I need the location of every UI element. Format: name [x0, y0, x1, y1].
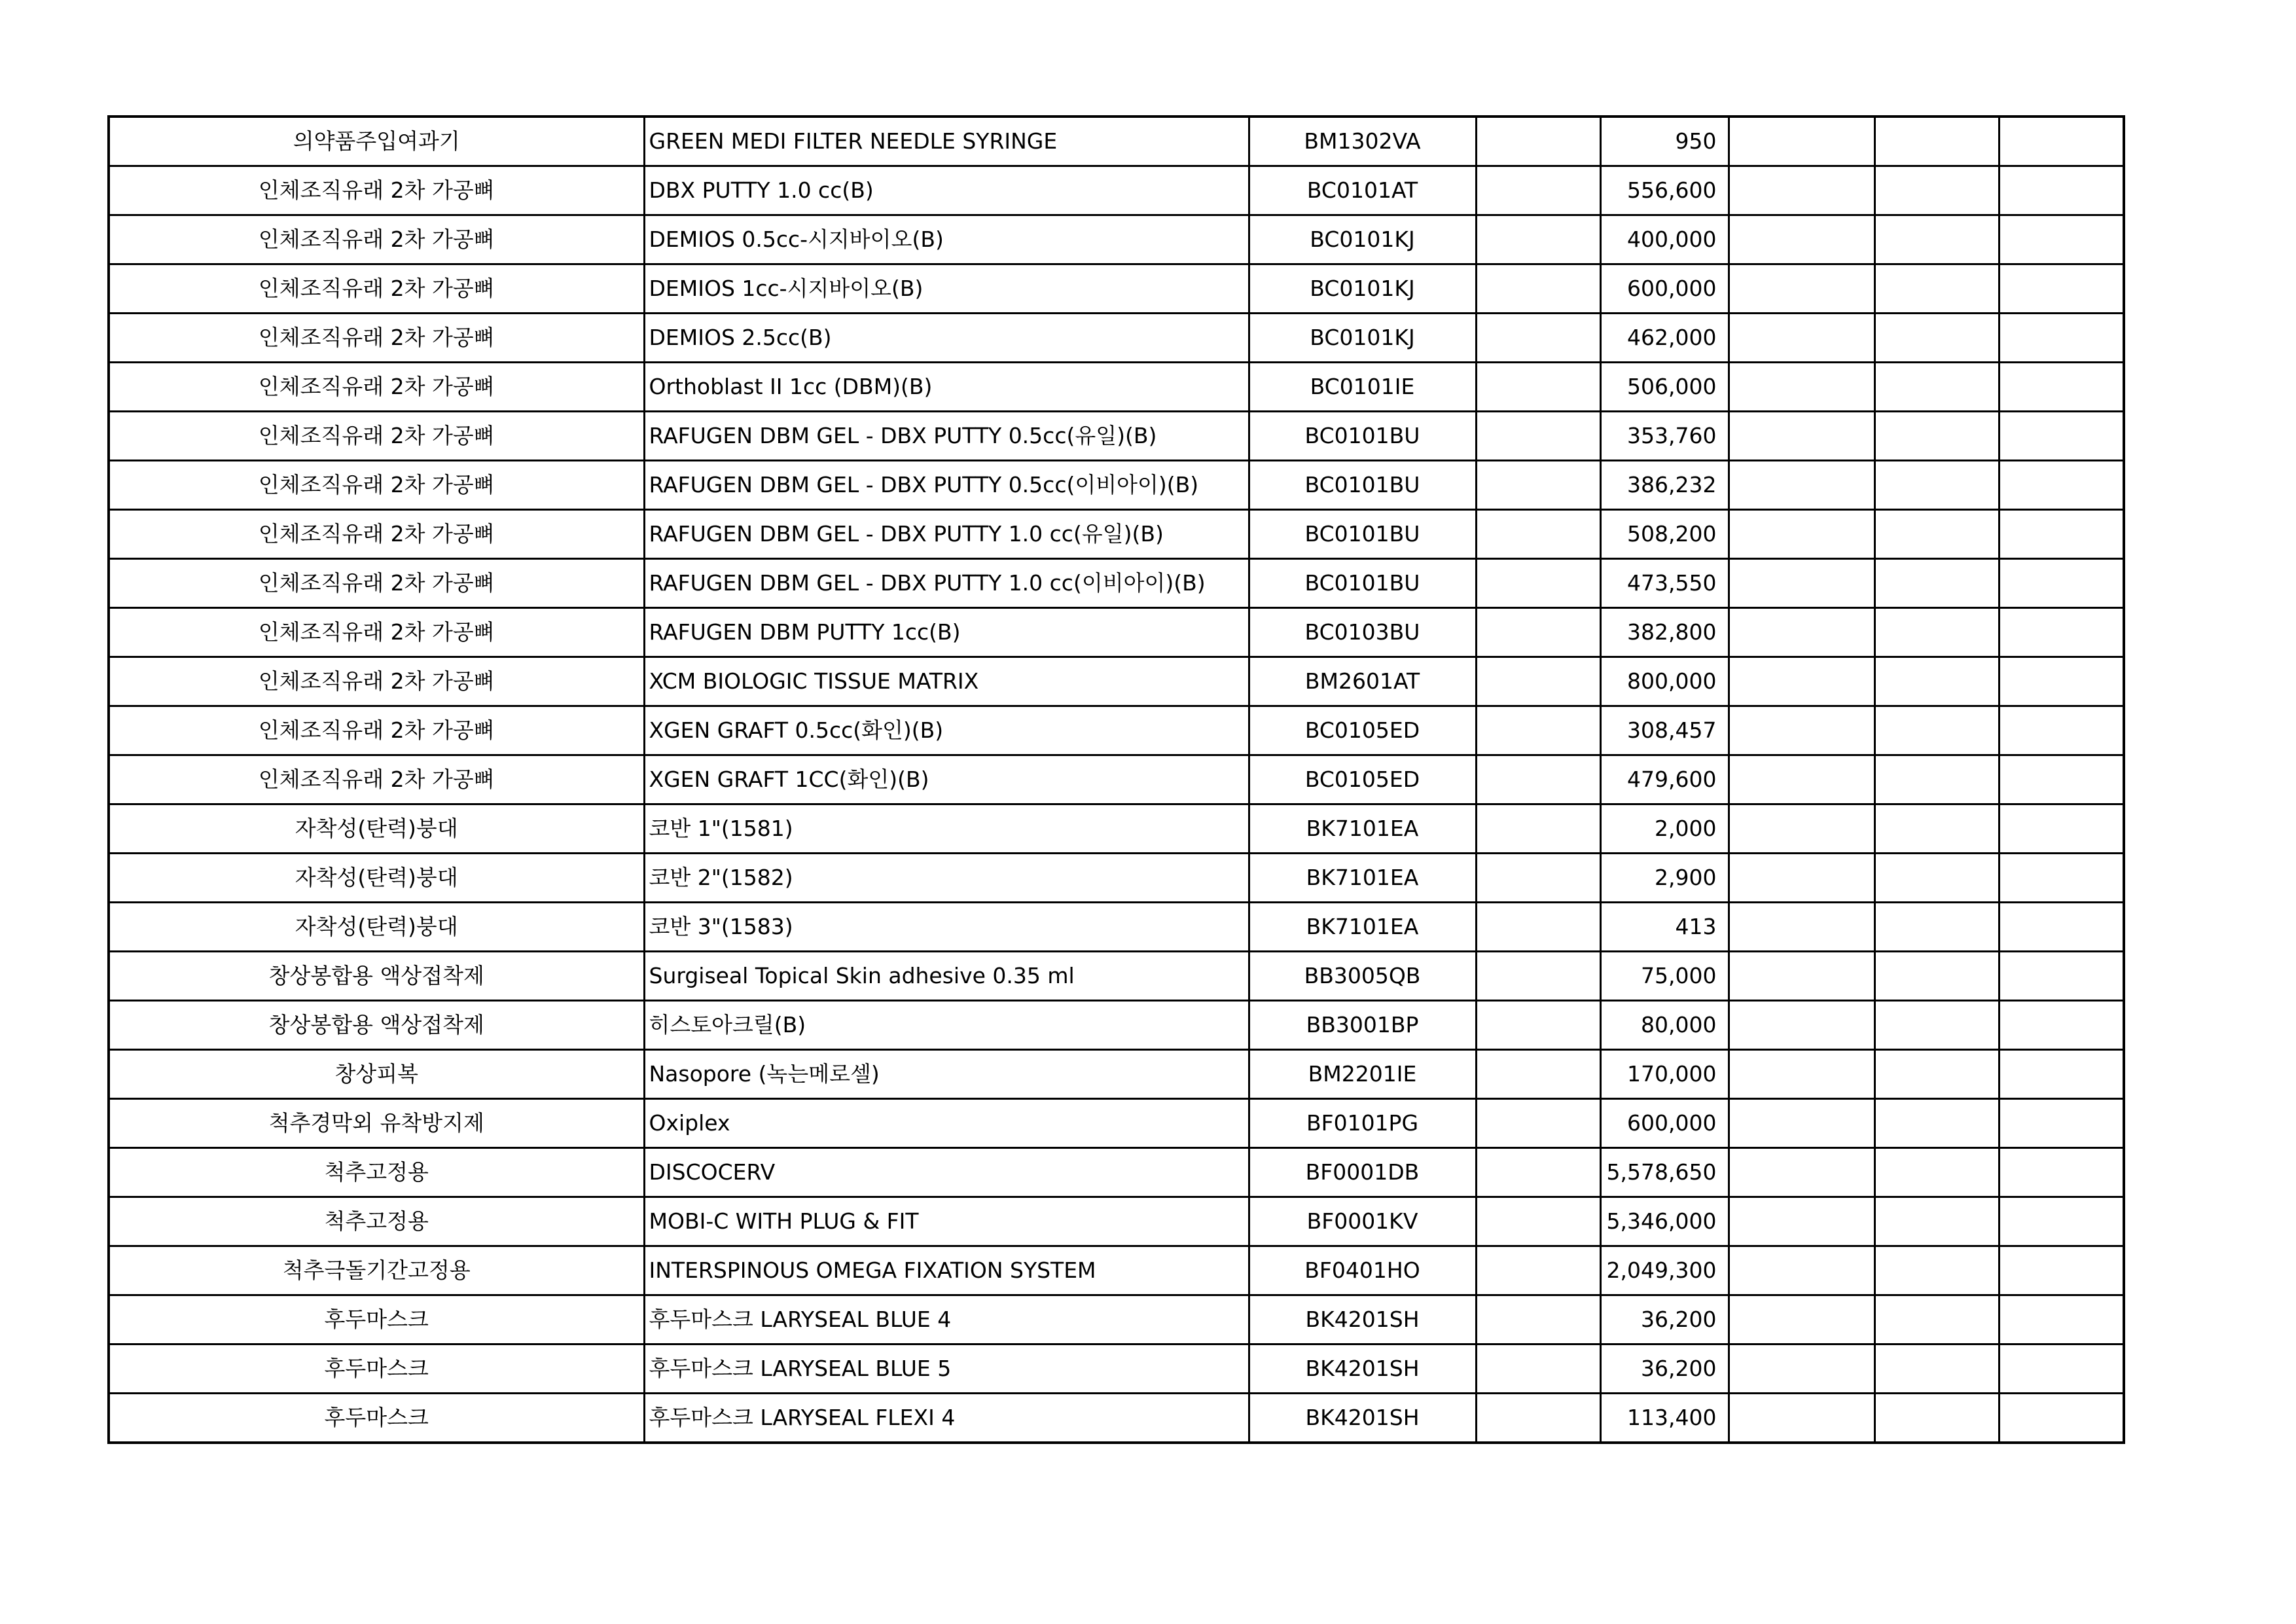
empty-cell [1476, 706, 1600, 755]
empty-cell [1729, 117, 1875, 166]
table-row [109, 608, 2124, 657]
product-name-cell: 후두마스크 LARYSEAL BLUE 4 [644, 1295, 1249, 1344]
empty-cell [1875, 363, 2000, 412]
empty-cell [2000, 117, 2124, 166]
empty-cell [1476, 1197, 1600, 1246]
table-row [109, 461, 2124, 510]
table-row [109, 1344, 2124, 1394]
empty-cell [1729, 166, 1875, 215]
empty-cell [1476, 952, 1600, 1001]
category-cell: 척추고정용 [109, 1197, 644, 1246]
price-cell: 2,900 [1600, 854, 1729, 903]
table-row [109, 1295, 2124, 1344]
table-row [109, 559, 2124, 608]
product-name-cell: INTERSPINOUS OMEGA FIXATION SYSTEM [644, 1246, 1249, 1295]
category-cell: 인체조직유래 2차 가공뼈 [109, 166, 644, 215]
empty-cell [1476, 510, 1600, 559]
product-name-cell: 히스토아크릴(B) [644, 1001, 1249, 1050]
empty-cell [1875, 1344, 2000, 1394]
category-cell: 인체조직유래 2차 가공뼈 [109, 264, 644, 314]
empty-cell [1476, 461, 1600, 510]
table-row [109, 1050, 2124, 1099]
table-row [109, 117, 2124, 166]
empty-cell [2000, 608, 2124, 657]
category-cell: 인체조직유래 2차 가공뼈 [109, 657, 644, 706]
empty-cell [2000, 215, 2124, 264]
empty-cell [1476, 1099, 1600, 1148]
price-cell: 36,200 [1600, 1344, 1729, 1394]
product-code-cell: BC0101BU [1249, 559, 1476, 608]
table-row [109, 1197, 2124, 1246]
price-cell: 5,346,000 [1600, 1197, 1729, 1246]
table-body [109, 117, 2124, 1443]
empty-cell [1875, 854, 2000, 903]
empty-cell [2000, 1394, 2124, 1443]
empty-cell [1476, 559, 1600, 608]
product-code-cell: BK7101EA [1249, 804, 1476, 854]
price-cell: 170,000 [1600, 1050, 1729, 1099]
empty-cell [1875, 903, 2000, 952]
product-code-cell: BK4201SH [1249, 1295, 1476, 1344]
empty-cell [1875, 706, 2000, 755]
empty-cell [1729, 903, 1875, 952]
empty-cell [1476, 264, 1600, 314]
empty-cell [1729, 1246, 1875, 1295]
product-name-cell: RAFUGEN DBM PUTTY 1cc(B) [644, 608, 1249, 657]
category-cell: 척추고정용 [109, 1148, 644, 1197]
price-cell: 473,550 [1600, 559, 1729, 608]
product-code-cell: BM1302VA [1249, 117, 1476, 166]
product-name-cell: XGEN GRAFT 1CC(화인)(B) [644, 755, 1249, 804]
category-cell: 후두마스크 [109, 1344, 644, 1394]
empty-cell [1875, 1246, 2000, 1295]
product-name-cell: 코반 2"(1582) [644, 854, 1249, 903]
empty-cell [2000, 1246, 2124, 1295]
product-code-cell: BC0101BU [1249, 412, 1476, 461]
price-cell: 353,760 [1600, 412, 1729, 461]
product-code-cell: BK7101EA [1249, 903, 1476, 952]
empty-cell [1875, 1099, 2000, 1148]
empty-cell [2000, 1197, 2124, 1246]
empty-cell [2000, 1001, 2124, 1050]
product-name-cell: DEMIOS 0.5cc-시지바이오(B) [644, 215, 1249, 264]
empty-cell [2000, 755, 2124, 804]
product-code-cell: BC0101KJ [1249, 314, 1476, 363]
price-cell: 413 [1600, 903, 1729, 952]
table-row [109, 1099, 2124, 1148]
price-cell: 80,000 [1600, 1001, 1729, 1050]
empty-cell [1476, 1295, 1600, 1344]
product-code-cell: BC0105ED [1249, 706, 1476, 755]
product-code-cell: BC0101KJ [1249, 215, 1476, 264]
product-name-cell: Orthoblast II 1cc (DBM)(B) [644, 363, 1249, 412]
table-row [109, 657, 2124, 706]
category-cell: 인체조직유래 2차 가공뼈 [109, 215, 644, 264]
table-row [109, 363, 2124, 412]
empty-cell [1875, 264, 2000, 314]
empty-cell [1729, 510, 1875, 559]
empty-cell [1729, 1197, 1875, 1246]
product-name-cell: GREEN MEDI FILTER NEEDLE SYRINGE [644, 117, 1249, 166]
category-cell: 후두마스크 [109, 1394, 644, 1443]
category-cell: 후두마스크 [109, 1295, 644, 1344]
table-row [109, 1148, 2124, 1197]
empty-cell [1875, 755, 2000, 804]
empty-cell [2000, 1099, 2124, 1148]
product-name-cell: 코반 3"(1583) [644, 903, 1249, 952]
product-code-cell: BK4201SH [1249, 1394, 1476, 1443]
empty-cell [1729, 1148, 1875, 1197]
empty-cell [2000, 952, 2124, 1001]
empty-cell [1729, 363, 1875, 412]
empty-cell [1476, 117, 1600, 166]
product-code-cell: BF0001DB [1249, 1148, 1476, 1197]
table-row [109, 706, 2124, 755]
product-name-cell: DEMIOS 1cc-시지바이오(B) [644, 264, 1249, 314]
price-cell: 462,000 [1600, 314, 1729, 363]
category-cell: 인체조직유래 2차 가공뼈 [109, 510, 644, 559]
empty-cell [1476, 1246, 1600, 1295]
category-cell: 자착성(탄력)붕대 [109, 804, 644, 854]
category-cell: 인체조직유래 2차 가공뼈 [109, 412, 644, 461]
product-name-cell: 후두마스크 LARYSEAL FLEXI 4 [644, 1394, 1249, 1443]
empty-cell [2000, 461, 2124, 510]
empty-cell [1875, 314, 2000, 363]
empty-cell [2000, 1295, 2124, 1344]
empty-cell [1476, 608, 1600, 657]
price-cell: 2,049,300 [1600, 1246, 1729, 1295]
empty-cell [1875, 1394, 2000, 1443]
empty-cell [1875, 117, 2000, 166]
product-code-cell: BC0101BU [1249, 461, 1476, 510]
table-row [109, 755, 2124, 804]
product-name-cell: RAFUGEN DBM GEL - DBX PUTTY 1.0 cc(유일)(B) [644, 510, 1249, 559]
price-cell: 382,800 [1600, 608, 1729, 657]
product-code-cell: BF0001KV [1249, 1197, 1476, 1246]
price-cell: 113,400 [1600, 1394, 1729, 1443]
empty-cell [2000, 804, 2124, 854]
empty-cell [1729, 1001, 1875, 1050]
empty-cell [2000, 854, 2124, 903]
empty-cell [1729, 608, 1875, 657]
table-row [109, 903, 2124, 952]
empty-cell [1476, 755, 1600, 804]
empty-cell [1729, 1295, 1875, 1344]
product-name-cell: DEMIOS 2.5cc(B) [644, 314, 1249, 363]
empty-cell [1875, 1050, 2000, 1099]
category-cell: 척추경막외 유착방지제 [109, 1099, 644, 1148]
empty-cell [1476, 1050, 1600, 1099]
empty-cell [1476, 314, 1600, 363]
empty-cell [1729, 314, 1875, 363]
empty-cell [1476, 215, 1600, 264]
table-row [109, 314, 2124, 363]
category-cell: 자착성(탄력)붕대 [109, 854, 644, 903]
product-code-cell: BM2601AT [1249, 657, 1476, 706]
price-cell: 400,000 [1600, 215, 1729, 264]
product-code-cell: BC0101KJ [1249, 264, 1476, 314]
empty-cell [1729, 854, 1875, 903]
empty-cell [2000, 657, 2124, 706]
category-cell: 의약품주입여과기 [109, 117, 644, 166]
empty-cell [2000, 1344, 2124, 1394]
empty-cell [1875, 804, 2000, 854]
table-row [109, 952, 2124, 1001]
price-cell: 600,000 [1600, 1099, 1729, 1148]
empty-cell [1875, 461, 2000, 510]
empty-cell [1476, 1344, 1600, 1394]
empty-cell [1875, 952, 2000, 1001]
empty-cell [1476, 854, 1600, 903]
price-cell: 2,000 [1600, 804, 1729, 854]
empty-cell [1875, 510, 2000, 559]
price-cell: 800,000 [1600, 657, 1729, 706]
category-cell: 창상피복 [109, 1050, 644, 1099]
empty-cell [2000, 363, 2124, 412]
empty-cell [1729, 1099, 1875, 1148]
empty-cell [1729, 1050, 1875, 1099]
category-cell: 척추극돌기간고정용 [109, 1246, 644, 1295]
product-code-cell: BC0101BU [1249, 510, 1476, 559]
price-cell: 5,578,650 [1600, 1148, 1729, 1197]
category-cell: 창상봉합용 액상접착제 [109, 952, 644, 1001]
product-name-cell: DBX PUTTY 1.0 cc(B) [644, 166, 1249, 215]
empty-cell [1729, 1344, 1875, 1394]
category-cell: 인체조직유래 2차 가공뼈 [109, 461, 644, 510]
table-row [109, 804, 2124, 854]
price-cell: 556,600 [1600, 166, 1729, 215]
empty-cell [1875, 559, 2000, 608]
product-code-cell: BC0101IE [1249, 363, 1476, 412]
empty-cell [1729, 657, 1875, 706]
price-cell: 36,200 [1600, 1295, 1729, 1344]
table-row [109, 1394, 2124, 1443]
empty-cell [2000, 706, 2124, 755]
empty-cell [1875, 608, 2000, 657]
empty-cell [1875, 1295, 2000, 1344]
category-cell: 인체조직유래 2차 가공뼈 [109, 314, 644, 363]
empty-cell [2000, 903, 2124, 952]
price-table [107, 115, 2125, 1444]
product-name-cell: Surgiseal Topical Skin adhesive 0.35 ml [644, 952, 1249, 1001]
empty-cell [2000, 1050, 2124, 1099]
table-row [109, 510, 2124, 559]
product-name-cell: RAFUGEN DBM GEL - DBX PUTTY 0.5cc(이비아이)(B) [644, 461, 1249, 510]
empty-cell [1476, 804, 1600, 854]
table-row [109, 854, 2124, 903]
empty-cell [1729, 264, 1875, 314]
empty-cell [1476, 1148, 1600, 1197]
product-code-cell: BB3001BP [1249, 1001, 1476, 1050]
product-code-cell: BK7101EA [1249, 854, 1476, 903]
table-row [109, 166, 2124, 215]
empty-cell [2000, 412, 2124, 461]
product-name-cell: DISCOCERV [644, 1148, 1249, 1197]
category-cell: 인체조직유래 2차 가공뼈 [109, 608, 644, 657]
product-name-cell: 후두마스크 LARYSEAL BLUE 5 [644, 1344, 1249, 1394]
empty-cell [1729, 412, 1875, 461]
empty-cell [1729, 559, 1875, 608]
table-row [109, 215, 2124, 264]
empty-cell [1875, 412, 2000, 461]
category-cell: 인체조직유래 2차 가공뼈 [109, 363, 644, 412]
product-name-cell: 코반 1"(1581) [644, 804, 1249, 854]
product-code-cell: BC0101AT [1249, 166, 1476, 215]
empty-cell [2000, 314, 2124, 363]
empty-cell [1476, 903, 1600, 952]
category-cell: 자착성(탄력)붕대 [109, 903, 644, 952]
empty-cell [1729, 215, 1875, 264]
product-code-cell: BK4201SH [1249, 1344, 1476, 1394]
table-row [109, 412, 2124, 461]
empty-cell [1476, 1394, 1600, 1443]
empty-cell [2000, 1148, 2124, 1197]
price-cell: 508,200 [1600, 510, 1729, 559]
product-name-cell: RAFUGEN DBM GEL - DBX PUTTY 1.0 cc(이비아이)(B) [644, 559, 1249, 608]
price-cell: 600,000 [1600, 264, 1729, 314]
product-name-cell: XGEN GRAFT 0.5cc(화인)(B) [644, 706, 1249, 755]
product-code-cell: BF0401HO [1249, 1246, 1476, 1295]
empty-cell [1476, 412, 1600, 461]
product-code-cell: BM2201IE [1249, 1050, 1476, 1099]
empty-cell [1875, 1197, 2000, 1246]
empty-cell [1875, 215, 2000, 264]
product-code-cell: BC0105ED [1249, 755, 1476, 804]
product-name-cell: XCM BIOLOGIC TISSUE MATRIX [644, 657, 1249, 706]
empty-cell [1875, 166, 2000, 215]
price-cell: 308,457 [1600, 706, 1729, 755]
table-row [109, 264, 2124, 314]
empty-cell [2000, 264, 2124, 314]
category-cell: 인체조직유래 2차 가공뼈 [109, 559, 644, 608]
empty-cell [1729, 755, 1875, 804]
product-code-cell: BC0103BU [1249, 608, 1476, 657]
empty-cell [1729, 706, 1875, 755]
product-name-cell: MOBI-C WITH PLUG & FIT [644, 1197, 1249, 1246]
price-cell: 75,000 [1600, 952, 1729, 1001]
empty-cell [1875, 1148, 2000, 1197]
empty-cell [1875, 657, 2000, 706]
price-cell: 506,000 [1600, 363, 1729, 412]
empty-cell [1476, 1001, 1600, 1050]
product-name-cell: Nasopore (녹는메로셀) [644, 1050, 1249, 1099]
empty-cell [1875, 1001, 2000, 1050]
category-cell: 인체조직유래 2차 가공뼈 [109, 706, 644, 755]
price-cell: 479,600 [1600, 755, 1729, 804]
empty-cell [2000, 166, 2124, 215]
table-row [109, 1001, 2124, 1050]
empty-cell [1476, 657, 1600, 706]
empty-cell [1476, 166, 1600, 215]
empty-cell [1729, 804, 1875, 854]
empty-cell [2000, 559, 2124, 608]
category-cell: 창상봉합용 액상접착제 [109, 1001, 644, 1050]
product-name-cell: RAFUGEN DBM GEL - DBX PUTTY 0.5cc(유일)(B) [644, 412, 1249, 461]
empty-cell [1729, 461, 1875, 510]
product-code-cell: BF0101PG [1249, 1099, 1476, 1148]
empty-cell [2000, 510, 2124, 559]
price-cell: 950 [1600, 117, 1729, 166]
price-cell: 386,232 [1600, 461, 1729, 510]
category-cell: 인체조직유래 2차 가공뼈 [109, 755, 644, 804]
empty-cell [1729, 1394, 1875, 1443]
table-row [109, 1246, 2124, 1295]
empty-cell [1476, 363, 1600, 412]
product-code-cell: BB3005QB [1249, 952, 1476, 1001]
product-name-cell: Oxiplex [644, 1099, 1249, 1148]
empty-cell [1729, 952, 1875, 1001]
